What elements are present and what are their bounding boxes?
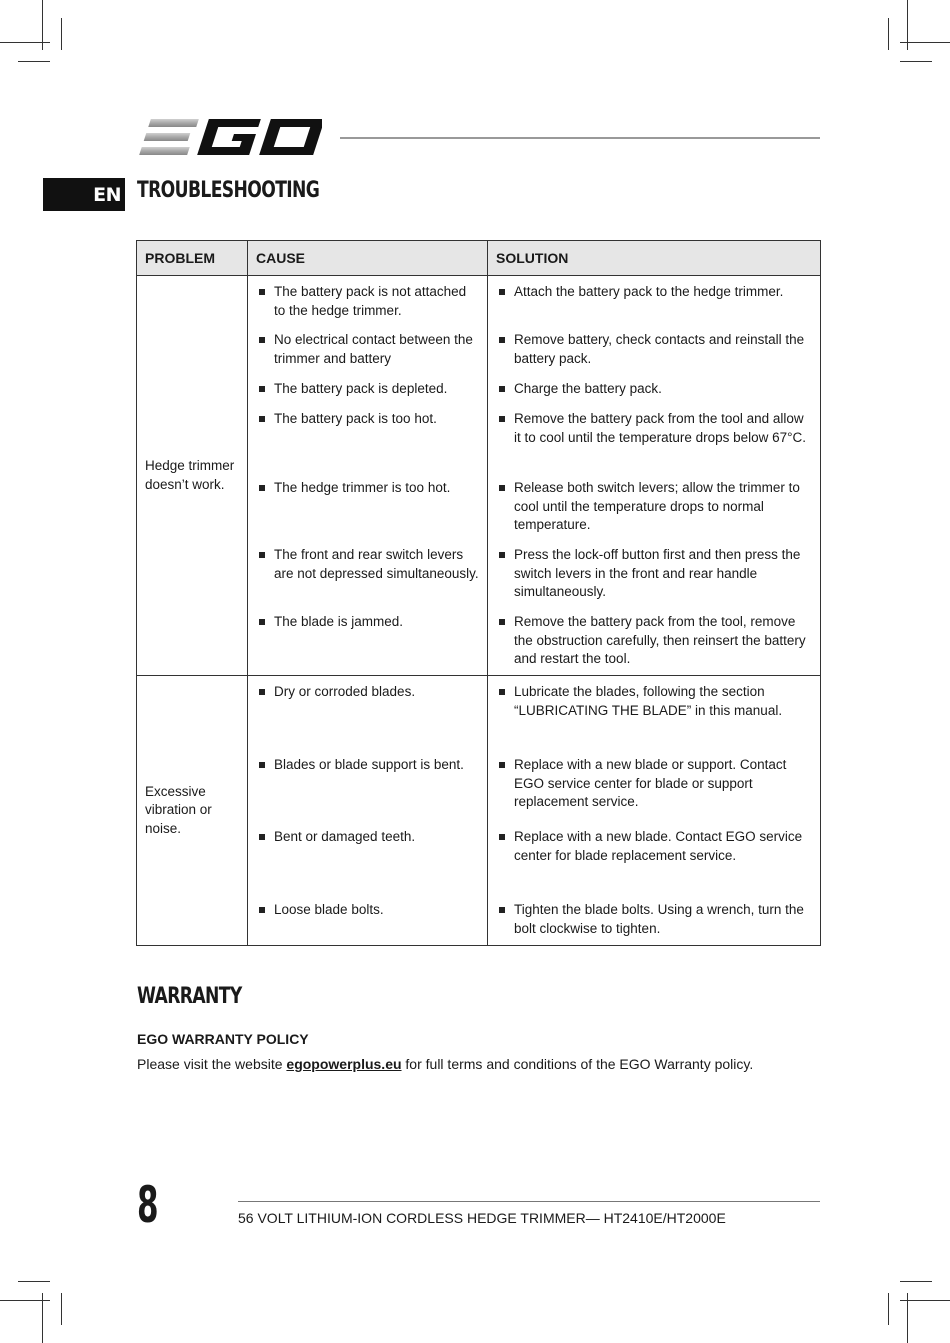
crop-mark	[61, 1293, 62, 1325]
troubleshooting-table	[136, 240, 821, 946]
language-label: EN	[93, 183, 121, 206]
cause-item: Blades or blade support is bent.	[248, 756, 487, 828]
crop-mark	[900, 61, 932, 62]
cause-item: Dry or corroded blades.	[248, 683, 487, 756]
solution-item: Replace with a new blade or support. Contact EGO service center for blade or support replacement service.	[488, 756, 820, 828]
header-rule	[340, 137, 820, 139]
cause-item: The battery pack is not attached to the hedge trimmer.	[248, 283, 487, 331]
crop-mark	[42, 1293, 43, 1343]
cause-item: The battery pack is depleted.	[248, 380, 487, 410]
ego-logo	[137, 117, 322, 157]
footer-rule	[238, 1201, 820, 1202]
warranty-text	[137, 1056, 753, 1072]
cause-cell	[248, 676, 488, 946]
problem-cell: Excessive vibration or noise.	[137, 676, 248, 946]
solution-item: Remove the battery pack from the tool, remove the obstruction carefully, then reinsert the battery and restart the tool.	[488, 613, 820, 669]
cause-item: The battery pack is too hot.	[248, 410, 487, 479]
column-header-cause: CAUSE	[248, 241, 488, 276]
column-header-problem: PROBLEM	[137, 241, 248, 276]
cause-item: Bent or damaged teeth.	[248, 828, 487, 901]
troubleshooting-title: TROUBLESHOOTING	[137, 178, 320, 203]
footer-product-title: 56 VOLT LITHIUM-ION CORDLESS HEDGE TRIMMER— HT2410E/HT2000E	[238, 1210, 726, 1226]
crop-mark	[18, 61, 50, 62]
cause-item: The blade is jammed.	[248, 613, 487, 669]
warranty-subtitle: EGO WARRANTY POLICY	[137, 1031, 309, 1047]
solution-item: Release both switch levers; allow the trimmer to cool until the temperature drops to normal temperature.	[488, 479, 820, 546]
cause-item: The front and rear switch levers are not depressed simultaneously.	[248, 546, 487, 613]
solution-cell	[488, 276, 821, 676]
table-header-row	[137, 241, 821, 276]
solution-item: Charge the battery pack.	[488, 380, 820, 410]
cause-cell	[248, 276, 488, 676]
crop-mark	[900, 1281, 932, 1282]
warranty-title: WARRANTY	[137, 984, 242, 1009]
solution-item: Press the lock-off button first and then press the switch levers in the front and rear handle simultaneously.	[488, 546, 820, 613]
solution-item: Remove the battery pack from the tool and allow it to cool until the temperature drops below 67°C.	[488, 410, 820, 479]
crop-mark	[18, 1281, 50, 1282]
solution-item: Lubricate the blades, following the section “LUBRICATING THE BLADE” in this manual.	[488, 683, 820, 756]
crop-mark	[61, 18, 62, 50]
warranty-website-link[interactable]: egopowerplus.eu	[286, 1056, 402, 1072]
warranty-text-before: Please visit the website	[137, 1056, 287, 1072]
crop-mark	[888, 1293, 889, 1325]
language-tab	[43, 178, 125, 211]
solution-cell	[488, 676, 821, 946]
cause-item: Loose blade bolts.	[248, 901, 487, 939]
crop-mark	[42, 0, 43, 50]
solution-item: Replace with a new blade. Contact EGO service center for blade replacement service.	[488, 828, 820, 901]
solution-item: Remove battery, check contacts and reinstall the battery pack.	[488, 331, 820, 380]
crop-mark	[888, 18, 889, 50]
problem-cell: Hedge trimmer doesn’t work.	[137, 276, 248, 676]
page-number: 8	[137, 1176, 159, 1234]
table-row	[137, 276, 821, 676]
cause-item: The hedge trimmer is too hot.	[248, 479, 487, 546]
cause-item: No electrical contact between the trimmer and battery	[248, 331, 487, 380]
crop-mark	[907, 1293, 908, 1343]
crop-mark	[907, 0, 908, 50]
warranty-text-after: for full terms and conditions of the EGO Warranty policy.	[401, 1056, 754, 1072]
column-header-solution: SOLUTION	[488, 241, 821, 276]
solution-item: Attach the battery pack to the hedge trimmer.	[488, 283, 820, 331]
solution-item: Tighten the blade bolts. Using a wrench, turn the bolt clockwise to tighten.	[488, 901, 820, 939]
table-row	[137, 676, 821, 946]
